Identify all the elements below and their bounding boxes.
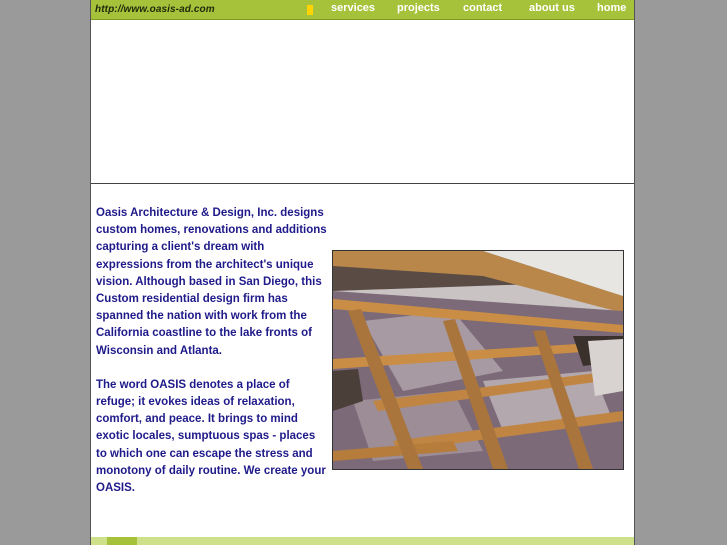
project-photo (332, 250, 624, 470)
hero-banner-area (91, 20, 634, 184)
intro-paragraph: Oasis Architecture & Design, Inc. designs custom homes, renovations and additions capturing a client's dream with expressions from the architect's unique vision. Although based in San Diego, this Custom residential design firm has spanned the nation with work from the California coastline to the lake fronts of Wisconsin and Atlanta. (96, 207, 327, 357)
oasis-paragraph: The word OASIS denotes a place of refuge; it evokes ideas of relaxation, comfort, and peace. It brings to mind exotic locales, sumptuous spas - places to which one can escape the stress and monotony of daily routine. We create your OASIS. (96, 378, 326, 495)
intro-text (96, 205, 328, 514)
footer-accent-block (107, 537, 137, 545)
yellow-marker-icon (307, 5, 313, 15)
skylight-beams-image (333, 251, 623, 469)
site-url: http://www.oasis-ad.com (95, 4, 215, 15)
nav-contact[interactable]: contact (463, 2, 503, 14)
page-container (90, 0, 635, 545)
footer-bar (91, 537, 634, 545)
nav-about-us[interactable]: about us (529, 2, 575, 14)
top-navigation-bar (91, 0, 634, 20)
nav-home[interactable]: home (597, 2, 627, 14)
nav-projects[interactable]: projects (397, 2, 440, 14)
nav-services[interactable]: services (331, 2, 376, 14)
